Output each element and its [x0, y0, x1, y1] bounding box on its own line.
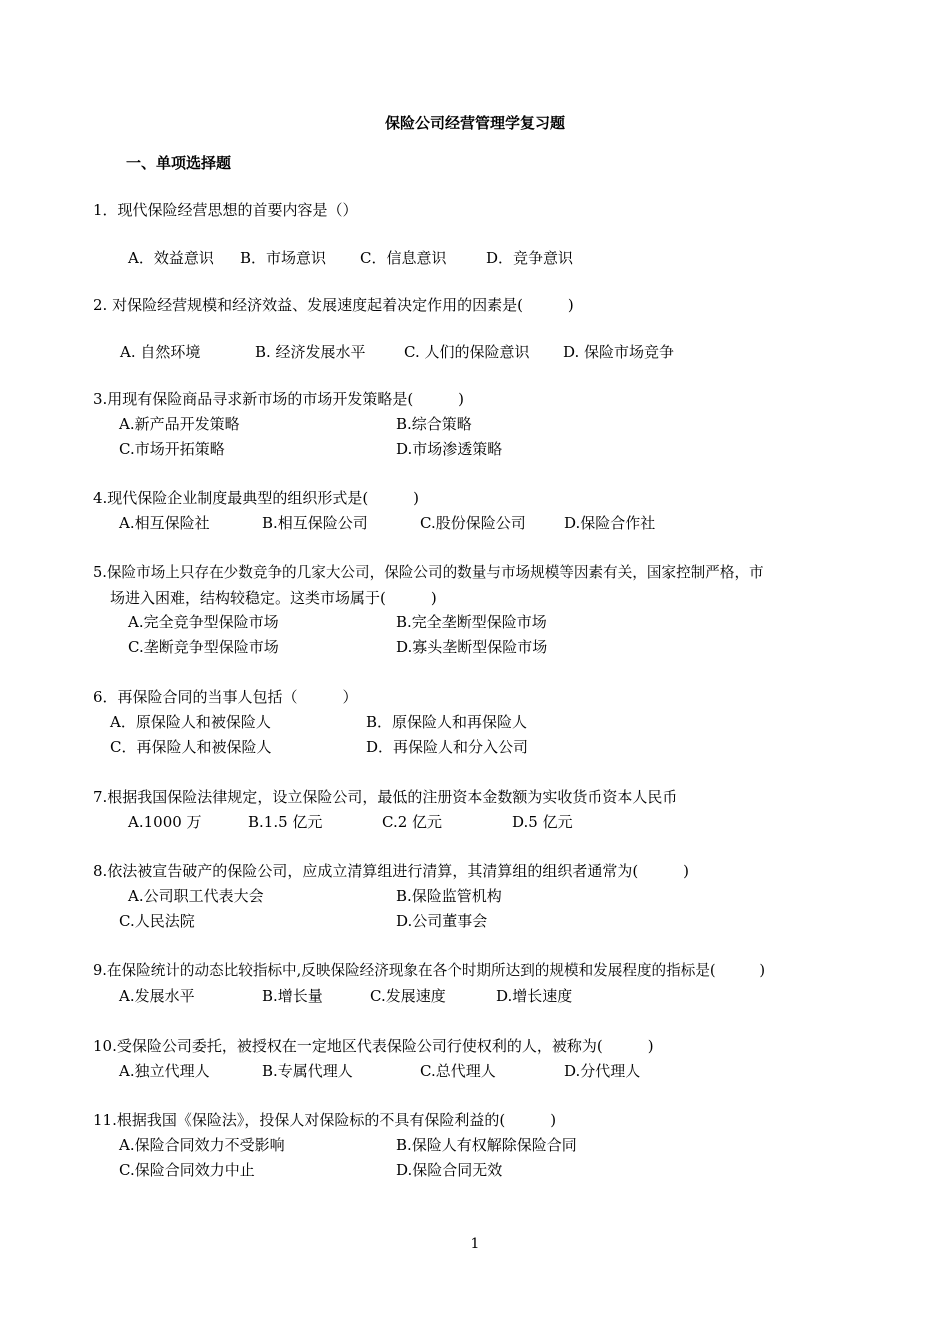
q8-option-d: D.公司董事会: [396, 912, 488, 930]
question-6: 6．再保险合同的当事人包括（ ）: [93, 688, 358, 706]
q7-option-d: D.5 亿元: [512, 813, 573, 831]
question-9: 9.在保险统计的动态比较指标中,反映保险经济现象在各个时期所达到的规模和发展程度的指标是( ): [93, 962, 766, 979]
q6-option-a: A．原保险人和被保险人: [110, 713, 271, 731]
q4-option-d: D.保险合作社: [564, 514, 656, 532]
q3-option-a: A.新产品开发策略: [119, 415, 240, 433]
q8-option-c: C.人民法院: [119, 912, 195, 930]
q8-option-b: B.保险监管机构: [396, 887, 502, 905]
q1-option-d: D．竞争意识: [486, 249, 574, 267]
q5-option-b: B.完全垄断型保险市场: [396, 613, 547, 631]
q11-option-d: D.保险合同无效: [396, 1161, 503, 1179]
q2-option-d: D. 保险市场竞争: [563, 343, 675, 361]
question-5: 5.保险市场上只存在少数竞争的几家大公司，保险公司的数量与市场规模等因素有关，国家控制严格，市: [93, 564, 764, 581]
q5-option-a: A.完全竞争型保险市场: [128, 613, 279, 631]
q9-option-b: B.增长量: [262, 987, 323, 1005]
q11-option-c: C.保险合同效力中止: [119, 1161, 255, 1179]
q6-option-d: D．再保险人和分入公司: [366, 738, 529, 756]
question-10: 10.受保险公司委托，被授权在一定地区代表保险公司行使权利的人，被称为( ): [93, 1037, 654, 1055]
q1-option-c: C．信息意识: [360, 249, 447, 267]
q7-option-b: B.1.5 亿元: [248, 813, 323, 831]
q1-option-b: B．市场意识: [240, 249, 327, 267]
question-8: 8.依法被宣告破产的保险公司，应成立清算组进行清算，其清算组的组织者通常为( ): [93, 862, 690, 880]
q1-option-a: A．效益意识: [128, 249, 214, 267]
question-11: 11.根据我国《保险法》，投保人对保险标的不具有保险利益的( ): [93, 1111, 557, 1129]
q10-option-c: C.总代理人: [420, 1062, 496, 1080]
q10-option-a: A.独立代理人: [119, 1062, 210, 1080]
q5-option-c: C.垄断竞争型保险市场: [128, 638, 279, 656]
q3-option-d: D.市场渗透策略: [396, 440, 503, 458]
q9-option-a: A.发展水平: [119, 987, 195, 1005]
question-2: 2. 对保险经营规模和经济效益、发展速度起着决定作用的因素是( ): [93, 296, 574, 314]
q2-option-b: B. 经济发展水平: [255, 343, 366, 361]
q2-option-a: A. 自然环境: [120, 343, 201, 361]
q10-option-d: D.分代理人: [564, 1062, 641, 1080]
q5-option-d: D.寡头垄断型保险市场: [396, 638, 548, 656]
q6-option-c: C．再保险人和被保险人: [110, 738, 272, 756]
q3-option-b: B.综合策略: [396, 415, 472, 433]
q10-option-b: B.专属代理人: [262, 1062, 353, 1080]
q4-option-b: B.相互保险公司: [262, 514, 368, 532]
q11-option-b: B.保险人有权解除保险合同: [396, 1136, 577, 1154]
q4-option-a: A.相互保险社: [119, 514, 210, 532]
q4-option-c: C.股份保险公司: [420, 514, 526, 532]
q3-option-c: C.市场开拓策略: [119, 440, 225, 458]
q2-option-c: C. 人们的保险意识: [404, 343, 530, 361]
q7-option-c: C.2 亿元: [382, 813, 443, 831]
q6-option-b: B．原保险人和再保险人: [366, 713, 528, 731]
q7-option-a: A.1000 万: [128, 813, 202, 831]
document-title: 保险公司经营管理学复习题: [384, 114, 565, 132]
q11-option-a: A.保险合同效力不受影响: [119, 1136, 285, 1154]
question-4: 4.现代保险企业制度最典型的组织形式是( ): [93, 489, 420, 507]
q9-option-c: C.发展速度: [370, 987, 446, 1005]
q8-option-a: A.公司职工代表大会: [128, 887, 264, 905]
section-heading: 一、单项选择题: [126, 154, 232, 172]
question-1: 1．现代保险经营思想的首要内容是（）: [93, 201, 358, 219]
question-3: 3.用现有保险商品寻求新市场的市场开发策略是( ): [93, 390, 465, 408]
question-5-continued: 场进入困难，结构较稳定。这类市场属于( ): [110, 589, 437, 607]
question-7: 7.根据我国保险法律规定，设立保险公司，最低的注册资本金数额为实收货币资本人民币: [93, 788, 678, 806]
page-number: 1: [470, 1236, 480, 1252]
q9-option-d: D.增长速度: [496, 987, 573, 1005]
